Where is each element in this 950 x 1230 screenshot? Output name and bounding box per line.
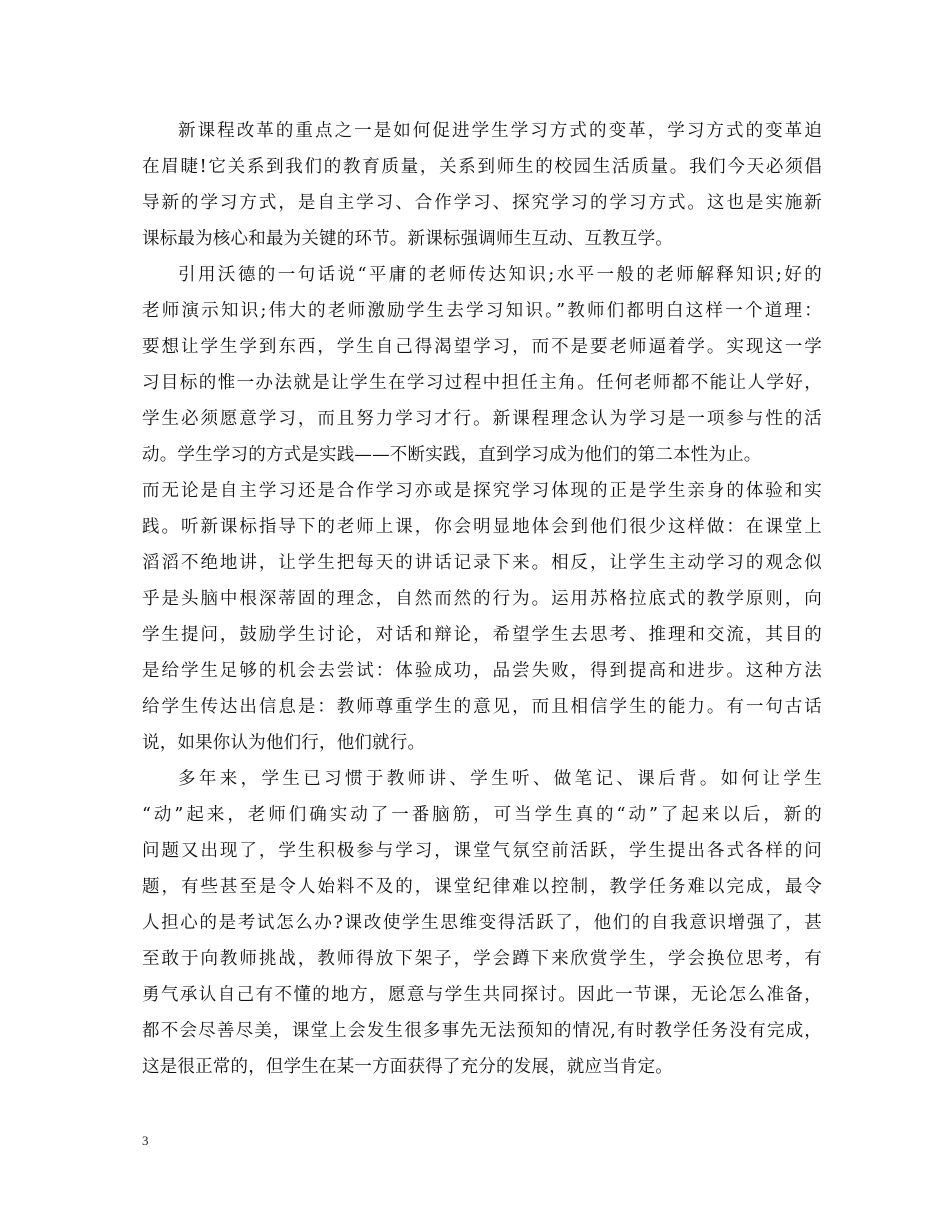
text-line: 是给学生足够的机会去尝试：体验成功，品尝失败，得到提高和进步。这种方法 [142, 661, 822, 681]
text-line: 在眉睫!它关系到我们的教育质量，关系到师生的校园生活质量。我们今天必须倡 [142, 157, 822, 177]
text-line: 滔滔不绝地讲，让学生把每天的讲话记录下来。相反，让学生主动学习的观念似 [142, 553, 822, 573]
text-line: 问题又出现了，学生积极参与学习，课堂气氛空前活跃，学生提出各式各样的问 [142, 841, 822, 861]
text-line: 题，有些甚至是令人始料不及的，课堂纪律难以控制，教学任务难以完成，最令 [142, 877, 822, 897]
text-line: 至敢于向教师挑战，教师得放下架子，学会蹲下来欣赏学生，学会换位思考，有 [142, 949, 822, 969]
text-line: 多年来，学生已习惯于教师讲、学生听、做笔记、课后背。如何让学生 [178, 769, 822, 789]
text-line: 都不会尽善尽美，课堂上会发生很多事先无法预知的情况,有时教学任务没有完成， [142, 1021, 822, 1041]
text-line: 学生提问，鼓励学生讨论，对话和辩论，希望学生去思考、推理和交流，其目的 [142, 625, 822, 645]
text-line: 说，如果你认为他们行，他们就行。 [142, 733, 426, 753]
text-line: 引用沃德的一句话说“平庸的老师传达知识;水平一般的老师解释知识;好的 [178, 265, 822, 285]
text-line: 践。听新课标指导下的老师上课，你会明显地体会到他们很少这样做：在课堂上 [142, 517, 822, 537]
page-number: 3 [142, 1133, 149, 1148]
document-body [142, 113, 822, 1085]
text-line: 而无论是自主学习还是合作学习亦或是探究学习体现的正是学生亲身的体验和实 [142, 481, 822, 501]
paragraph-3 [142, 761, 822, 1085]
text-line: 导新的学习方式，是自主学习、合作学习、探究学习的学习方式。这也是实施新 [142, 193, 822, 213]
text-line: 习目标的惟一办法就是让学生在学习过程中担任主角。任何老师都不能让人学好， [142, 373, 822, 393]
text-line: 学生必须愿意学习，而且努力学习才行。新课程理念认为学习是一项参与性的活 [142, 409, 822, 429]
text-line: 勇气承认自己有不懂的地方，愿意与学生共同探讨。因此一节课，无论怎么准备， [142, 985, 822, 1005]
text-line: 新课程改革的重点之一是如何促进学生学习方式的变革，学习方式的变革迫 [178, 121, 822, 141]
text-line: 给学生传达出信息是：教师尊重学生的意见，而且相信学生的能力。有一句古话 [142, 697, 822, 717]
text-line: 老师演示知识;伟大的老师激励学生去学习知识。”教师们都明白这样一个道理： [142, 301, 822, 321]
text-line: 人担心的是考试怎么办?课改使学生思维变得活跃了，他们的自我意识增强了，甚 [142, 913, 822, 933]
text-line: 动。学生学习的方式是实践——不断实践，直到学习成为他们的第二本性为止。 [142, 445, 762, 465]
text-line: 课标最为核心和最为关键的环节。新课标强调师生互动、互教互学。 [142, 229, 673, 249]
paragraph-1 [142, 113, 822, 257]
text-line: “动”起来，老师们确实动了一番脑筋，可当学生真的“动”了起来以后，新的 [142, 805, 822, 825]
text-line: 要想让学生学到东西，学生自己得渴望学习，而不是要老师逼着学。实现这一学 [142, 337, 822, 357]
text-line: 乎是头脑中根深蒂固的理念，自然而然的行为。运用苏格拉底式的教学原则，向 [142, 589, 822, 609]
text-line: 这是很正常的，但学生在某一方面获得了充分的发展，就应当肯定。 [142, 1057, 673, 1077]
paragraph-2 [142, 257, 822, 761]
